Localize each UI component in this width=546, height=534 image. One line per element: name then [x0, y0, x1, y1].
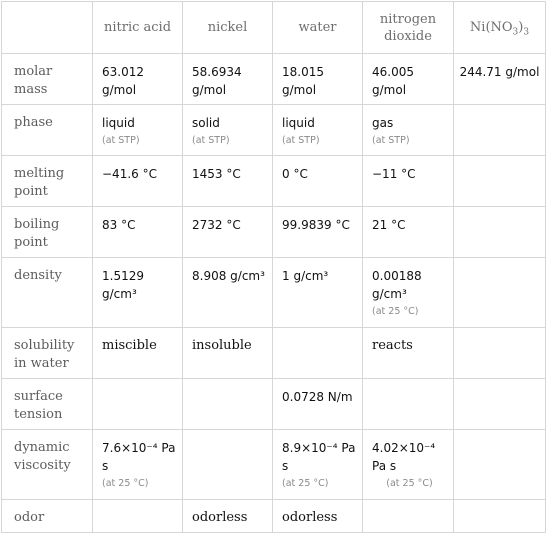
- viscosity-value: 7.6×10⁻⁴ Pa s: [102, 441, 176, 473]
- row-label-odor: odor: [2, 500, 93, 533]
- cell-density-nitric-acid: 1.5129 g/cm³: [93, 258, 183, 328]
- table-row-surface-tension: [2, 379, 546, 430]
- table-row-molar-mass: [2, 54, 546, 105]
- cell-dynamic-viscosity-nitrogen-dioxide: [363, 430, 454, 500]
- cell-odor-water: odorless: [273, 500, 363, 533]
- row-label-density: density: [2, 258, 93, 328]
- phase-value: solid: [192, 116, 220, 130]
- cell-dynamic-viscosity-nickel: [183, 430, 273, 500]
- column-header-nitrogen-dioxide: nitrogen dioxide: [363, 2, 454, 54]
- cell-surface-tension-water: 0.0728 N/m: [273, 379, 363, 430]
- phase-condition-note: (at STP): [282, 135, 320, 146]
- viscosity-value: 8.9×10⁻⁴ Pa s: [282, 441, 356, 473]
- cell-density-nino3-3: [454, 258, 546, 328]
- cell-molar-mass-water: 18.015 g/mol: [273, 54, 363, 105]
- cell-boiling-point-nitric-acid: 83 °C: [93, 207, 183, 258]
- cell-phase-water: [273, 105, 363, 156]
- column-header-water: water: [273, 2, 363, 54]
- column-header-nickel: nickel: [183, 2, 273, 54]
- cell-boiling-point-nickel: 2732 °C: [183, 207, 273, 258]
- table-row-boiling-point: [2, 207, 546, 258]
- cell-melting-point-nino3-3: [454, 156, 546, 207]
- column-header-nino3-3: [454, 2, 546, 54]
- phase-value: gas: [372, 116, 394, 130]
- cell-molar-mass-nino3-3: 244.71 g/mol: [454, 54, 546, 105]
- table-row-odor: [2, 500, 546, 533]
- row-label-solubility: solubility in water: [2, 328, 93, 379]
- cell-melting-point-water: 0 °C: [273, 156, 363, 207]
- table-row-phase: [2, 105, 546, 156]
- viscosity-condition-note: (at 25 °C): [386, 478, 433, 489]
- cell-solubility-nickel: insoluble: [183, 328, 273, 379]
- cell-density-water: 1 g/cm³: [273, 258, 363, 328]
- cell-phase-nino3-3: [454, 105, 546, 156]
- cell-melting-point-nitric-acid: −41.6 °C: [93, 156, 183, 207]
- cell-boiling-point-nino3-3: [454, 207, 546, 258]
- table-row-density: [2, 258, 546, 328]
- cell-boiling-point-water: 99.9839 °C: [273, 207, 363, 258]
- phase-value: liquid: [102, 116, 135, 130]
- viscosity-condition-note: (at 25 °C): [102, 478, 149, 489]
- nino3-3-formula: $Ni(NO_3)_3$: [469, 20, 530, 38]
- table-row-melting-point: [2, 156, 546, 207]
- cell-solubility-nino3-3: [454, 328, 546, 379]
- cell-dynamic-viscosity-water: [273, 430, 363, 500]
- cell-surface-tension-nickel: [183, 379, 273, 430]
- cell-odor-nitric-acid: [93, 500, 183, 533]
- cell-solubility-nitrogen-dioxide: reacts: [363, 328, 454, 379]
- row-label-boiling-point: boiling point: [2, 207, 93, 258]
- cell-odor-nino3-3: [454, 500, 546, 533]
- phase-value: liquid: [282, 116, 315, 130]
- cell-odor-nitrogen-dioxide: [363, 500, 454, 533]
- cell-boiling-point-nitrogen-dioxide: 21 °C: [363, 207, 454, 258]
- cell-molar-mass-nitric-acid: 63.012 g/mol: [93, 54, 183, 105]
- cell-surface-tension-nino3-3: [454, 379, 546, 430]
- viscosity-condition-note: (at 25 °C): [282, 478, 329, 489]
- cell-melting-point-nitrogen-dioxide: −11 °C: [363, 156, 454, 207]
- density-value: 0.00188 g/cm³: [372, 269, 422, 301]
- cell-solubility-water: [273, 328, 363, 379]
- column-header-nitric-acid: nitric acid: [93, 2, 183, 54]
- cell-density-nitrogen-dioxide: [363, 258, 454, 328]
- cell-density-nickel: 8.908 g/cm³: [183, 258, 273, 328]
- cell-phase-nitrogen-dioxide: [363, 105, 454, 156]
- cell-melting-point-nickel: 1453 °C: [183, 156, 273, 207]
- phase-condition-note: (at STP): [372, 135, 410, 146]
- density-condition-note: (at 25 °C): [372, 306, 419, 317]
- cell-surface-tension-nitric-acid: [93, 379, 183, 430]
- viscosity-value: 4.02×10⁻⁴ Pa s: [372, 441, 436, 473]
- table-row-dynamic-viscosity: [2, 430, 546, 500]
- row-label-melting-point: melting point: [2, 156, 93, 207]
- row-label-surface-tension: surface tension: [2, 379, 93, 430]
- cell-surface-tension-nitrogen-dioxide: [363, 379, 454, 430]
- phase-condition-note: (at STP): [102, 135, 140, 146]
- phase-condition-note: (at STP): [192, 135, 230, 146]
- cell-dynamic-viscosity-nino3-3: [454, 430, 546, 500]
- row-label-dynamic-viscosity: dynamic viscosity: [2, 430, 93, 500]
- properties-table: [1, 1, 546, 533]
- cell-solubility-nitric-acid: miscible: [93, 328, 183, 379]
- header-row: [2, 2, 546, 54]
- cell-phase-nitric-acid: [93, 105, 183, 156]
- table-row-solubility: [2, 328, 546, 379]
- cell-odor-nickel: odorless: [183, 500, 273, 533]
- cell-molar-mass-nickel: 58.6934 g/mol: [183, 54, 273, 105]
- cell-phase-nickel: [183, 105, 273, 156]
- cell-dynamic-viscosity-nitric-acid: [93, 430, 183, 500]
- corner-cell: [2, 2, 93, 54]
- row-label-phase: phase: [2, 105, 93, 156]
- row-label-molar-mass: molar mass: [2, 54, 93, 105]
- cell-molar-mass-nitrogen-dioxide: 46.005 g/mol: [363, 54, 454, 105]
